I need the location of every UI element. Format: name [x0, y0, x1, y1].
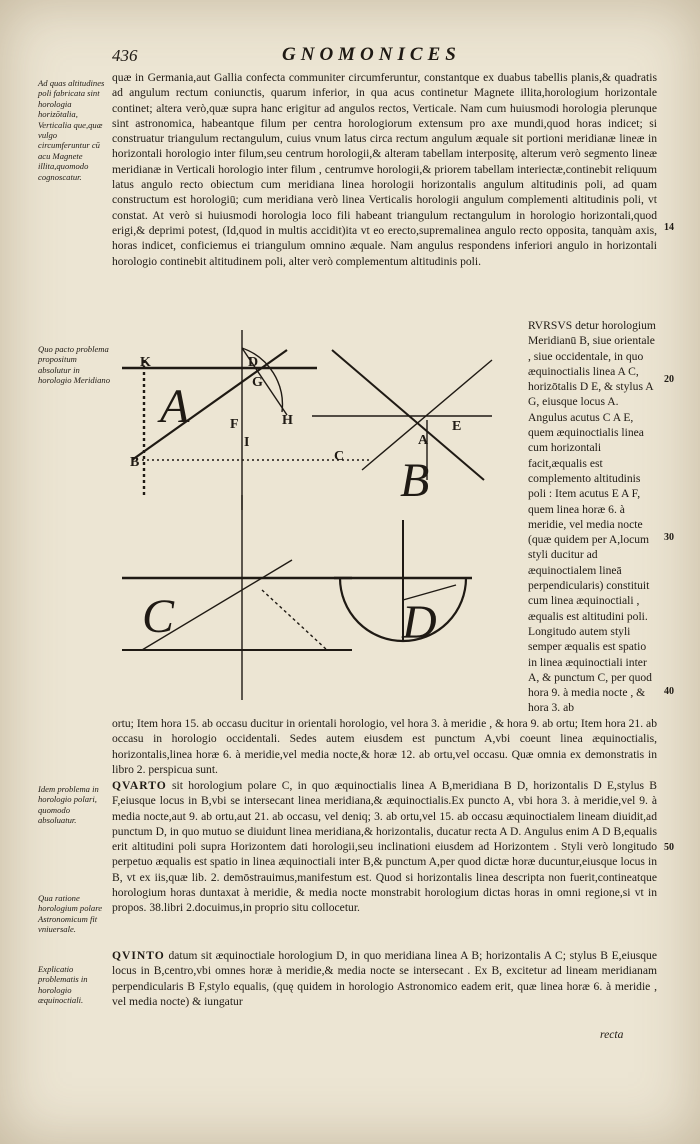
- margin-note-1: Ad quas altitudines poli fabricata sint horologia horizōtalia, Verticalia que,quæ vulgo circumferuntur cū acu Magnete illita,quomodo cognoscatur.: [38, 78, 105, 182]
- running-head: [112, 44, 652, 70]
- line-number-20: 20: [664, 374, 674, 385]
- fig-label-C-big: C: [142, 590, 175, 643]
- drop-word-quarto: QVARTO: [112, 779, 167, 792]
- gnomonic-figure: [112, 320, 524, 704]
- fig-label-H: H: [282, 413, 293, 428]
- fig-label-D-big: D: [402, 596, 437, 649]
- fig-a-diagonal: [132, 350, 287, 460]
- fig-c-dotted: [262, 590, 327, 650]
- paragraph-1: quæ in Germania,aut Gallia confecta communiter circumferuntur, constantque ex duabus tabellis planis,& quadratis ad angulum rectum coniunctis, quarum inferior, in qua acus continetur Magnete illita,horologium horizontale continet; altera verò,quæ supra hanc erigitur ad angulos rectos, Verticale. Nam cum huiusmodi horologia plerunque sint astronomica, habeantque filum per centra horologiorum extensum pro axe mundi,quod horas indicet; si construatur triangulum rectangulum, cuius vnum latus circa rectum angulum æquale sit portioni meridianæ lineæ in horizontali horologio inter filum,seu centrum horologii,& alteram tabellam interpositę, alterum verò segmento lineæ meridianæ in Verticali horologio inter filum , centrumve horologii,& priorem tabellam interiectæ,continebit reliquum latus angulo recto obiectum cum meridiana linea horologii horizontalis angulum altitudinis poli, ad quam constructum est horologiū; cum meridiana verò linea Verticalis horologii angulum complementi altitudinis poli, vt constat. At verò si huiusmodi horologia loco fili habeant triangulum rectangulum in horologio horizontali,quod erigi,& deprimi potest, (Id,quod in multis accidit)ita vt eo erecto,supremalinea angulo recto opposita, tanquàm axis, horas indicet, conficiemus ei triangulum omnino æquale. Nam angulus respondens inferiori angulo in horizontali horologio continebit altitudinem poli, alter verò complementum altitudinis poli.: [112, 71, 657, 268]
- drop-word-quinto: QVINTO: [112, 949, 165, 962]
- paragraph-2-continuation: ortu; Item hora 15. ab occasu ducitur in orientali horologio, vel hora 3. à meridie , & hora 9. ab ortu; Item hora 21. ab occasu in horologio occidentali. Sedes autem eiusdem est punctum A,vbi coeunt linea æquinoctialis, horizontalis,linea horæ 6. à meridie,vel media nocte,& horæ 12. ab ortu,vel occasu. Quæ omnia ex demonstratis in libro 2. perspicua sunt.: [112, 717, 657, 776]
- fig-label-B: B: [130, 455, 140, 470]
- figure-svg: [112, 320, 524, 704]
- catchword: recta: [600, 1028, 624, 1041]
- paragraph-4-text: datum sit æquinoctiale horologium D, in quo meridiana linea A B; horizontalis A C; stylus B E,eiusque locus in B,centro,vbi omnes horæ à meridie,& media nocte se intersecant . Ex B, excitetur ad lineam meridianam perpendicularis B F,stylo equalis, (quę quidem in horologio Astronomico eadem erit, quæ linea horæ 6. à meridie , vel media nocte) & iungatur: [112, 949, 657, 1008]
- margin-note-4: Qua ratione horologium polare Astronomicum fit vniuersale.: [38, 893, 103, 935]
- paragraph-3: [112, 778, 657, 916]
- drop-word-rursus: RVRSVS: [528, 319, 573, 332]
- margin-note-5: Explicatio problematis in horologio æquinoctiali.: [38, 964, 88, 1006]
- margin-note-3: Idem problema in horologio polari, quomodo absoluatur.: [38, 784, 99, 826]
- line-number-30: 30: [664, 532, 674, 543]
- fig-label-D: D: [248, 355, 259, 370]
- fig-label-I: I: [244, 435, 250, 450]
- line-number-14: 14: [664, 222, 674, 233]
- line-number-40: 40: [664, 686, 674, 697]
- paragraph-2-side-column: [528, 318, 658, 716]
- line-number-50: 50: [664, 842, 674, 853]
- fig-label-K: K: [140, 355, 151, 370]
- paragraph-4: [112, 948, 657, 1009]
- margin-note-2: Quo pacto problema propositum absolutur in horologio Meridiano: [38, 344, 111, 386]
- fig-label-F: F: [230, 417, 239, 432]
- fig-label-E: E: [452, 419, 462, 434]
- paragraph-3-text: sit horologium polare C, in quo æquinoctialis linea A B,meridiana B D, horizontalis D E,stylus B F,eiusque locus in B,vbi se intersecant linea meridiana,& æquinoctialis.Ex puncto A, vbi hora 3. à meridie,vel 9. à media nocte,aut 9. ab ortu,aut 21. ab occasu, vel deniq; 3. ab ortu,vel 15. ab occasu æquinoctialem lineam diuidit,ad punctum D, in quo mutuo se diuidunt linea meridiana,& horizontalis, ducatur recta A D. Angulus enim A D B,equalis erit altitudini poli supra Horizontem dati horologii,seu inclinationi eiusdem ad Horizontem . Styli verò longitudo perpetuo æqualis est spatio in linea æquinoctiali inter B,& punctum A,per quod dictæ horæ ducuntur,eiusque locus in B, vt ex iis,quæ lib. 2. demōstrauimus,manifestum est. Quod si horizontalis linea descripta non fuerit,contineatque horologium horas duntaxat à meridie, & media nocte monstrabit horologium dictas horas in omni regione,si vt in propos. 38.libri 2.docuimus,in proprio situ collocetur.: [112, 779, 657, 915]
- page-number: 436: [112, 46, 138, 65]
- page-title: GNOMONICES: [282, 44, 461, 65]
- fig-label-C: C: [334, 449, 345, 464]
- fig-label-A: A: [418, 433, 429, 448]
- fig-label-A-big: A: [160, 380, 190, 433]
- fig-label-G: G: [252, 375, 263, 390]
- paragraph-2-text: detur horologium Meridianū B, siue orientale , siue occidentale, in quo æquinoctialis linea A C, horizōtalis D E, & stylus A G, eiusque locus A. Angulus acutus C A E, quem æquinoctialis linea cum horizontali facit,æqualis est complemento altitudinis poli : Item acutus E A F, quem linea horæ 6. à meridie, vel media nocte (quæ quidem per A,locum styli ducitur ad æquinoctialem lineā perpendicularis) constituit cum linea æquinoctiali , æqualis est altitudini poli. Longitudo autem styli semper æqualis est spatio in linea æquinoctiali inter A, & punctum C, per quod hora 9. à media nocte , & hora 3. ab: [528, 319, 656, 715]
- fig-label-B-big: B: [400, 454, 430, 507]
